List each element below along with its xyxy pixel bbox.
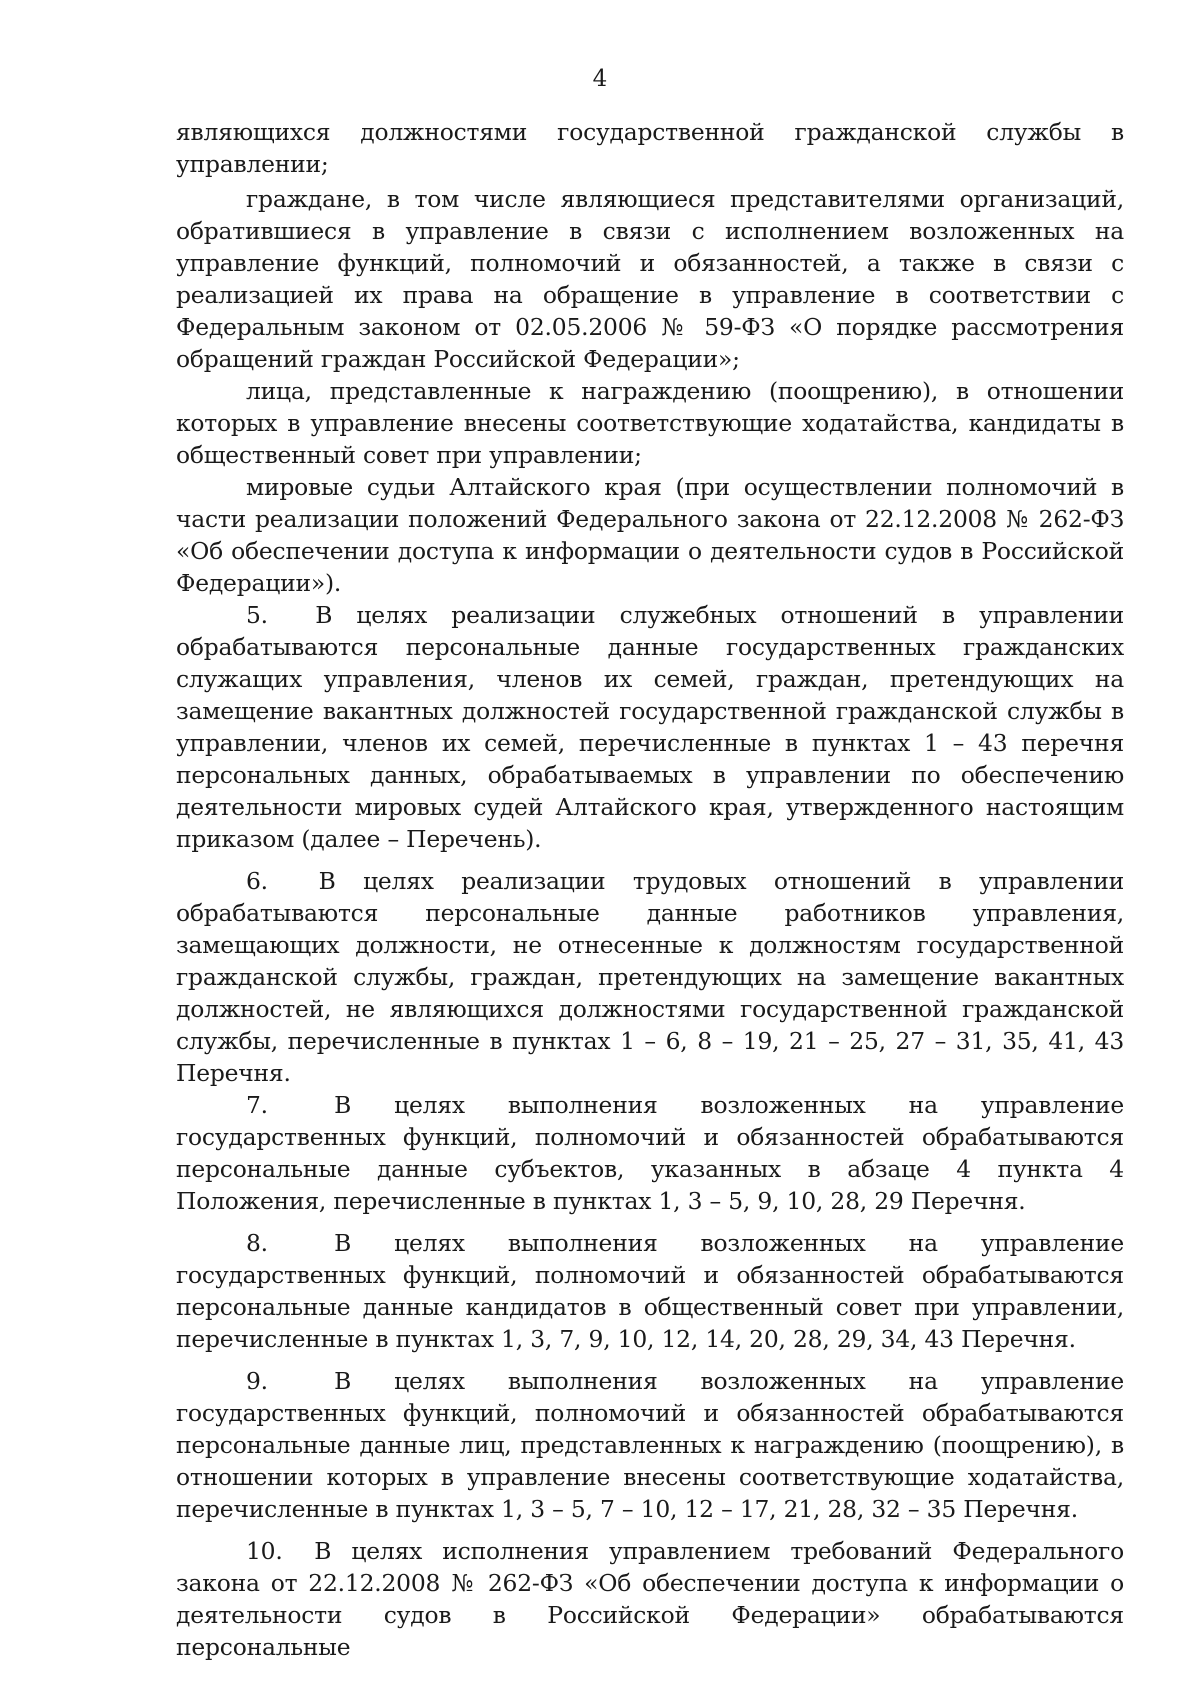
paragraph-continuation: являющихся должностями государственной гражданской службы в управлении;: [176, 118, 1124, 178]
clause-8: 8. В целях выполнения возложенных на управление государственных функций, полномочий и обязанностей обрабатываются персональные данные кандидатов в общественный совет при управлении, перечисленные в пунктах 1, 3, 7, 9, 10, 12, 14, 20, 28, 29, 34, 43 Перечня.: [176, 1229, 1124, 1353]
clause-6: 6. В целях реализации трудовых отношений в управлении обрабатываются персональные данные работников управления, замещающих должности, не отнесенные к должностям государственной гражданской службы, граждан, претендующих на замещение вакантных должностей, не являющихся должностями государственной гражданской службы, перечисленные в пунктах 1 – 6, 8 – 19, 21 – 25, 27 – 31, 35, 41, 43 Перечня.: [176, 867, 1124, 1087]
page-number: 4: [592, 66, 608, 92]
paragraph-magistrates: мировые судьи Алтайского края (при осуществлении полномочий в части реализации положений Федерального закона от 22.12.2008 № 262-ФЗ «Об обеспечении доступа к информации о деятельности судов в Российской Федерации»).: [176, 473, 1124, 597]
document-body: [176, 116, 1124, 1663]
paragraph-citizens: граждане, в том числе являющиеся представителями организаций, обратившиеся в управление в связи с исполнением возложенных на управление функций, полномочий и обязанностей, а также в связи с реализацией их права на обращение в управление в соответствии с Федеральным законом от 02.05.2006 № 59-ФЗ «О порядке рассмотрения обращений граждан Российской Федерации»;: [176, 185, 1124, 373]
clause-9: 9. В целях выполнения возложенных на управление государственных функций, полномочий и обязанностей обрабатываются персональные данные лиц, представленных к награждению (поощрению), в отношении которых в управление внесены соответствующие ходатайства, перечисленные в пунктах 1, 3 – 5, 7 – 10, 12 – 17, 21, 28, 32 – 35 Перечня.: [176, 1367, 1124, 1523]
clause-7: 7. В целях выполнения возложенных на управление государственных функций, полномочий и обязанностей обрабатываются персональные данные субъектов, указанных в абзаце 4 пункта 4 Положения, перечисленные в пунктах 1, 3 – 5, 9, 10, 28, 29 Перечня.: [176, 1091, 1124, 1215]
clause-5: 5. В целях реализации служебных отношений в управлении обрабатываются персональные данные государственных гражданских служащих управления, членов их семей, граждан, претендующих на замещение вакантных должностей государственной гражданской службы в управлении, членов их семей, перечисленные в пунктах 1 – 43 перечня персональных данных, обрабатываемых в управлении по обеспечению деятельности мировых судей Алтайского края, утвержденного настоящим приказом (далее – Перечень).: [176, 601, 1124, 853]
paragraph-award-nominees: лица, представленные к награждению (поощрению), в отношении которых в управление внесены соответствующие ходатайства, кандидаты в общественный совет при управлении;: [176, 377, 1124, 469]
clause-10: 10. В целях исполнения управлением требований Федерального закона от 22.12.2008 № 262-ФЗ «Об обеспечении доступа к информации о деятельности судов в Российской Федерации» обрабатываются персональные: [176, 1537, 1124, 1661]
